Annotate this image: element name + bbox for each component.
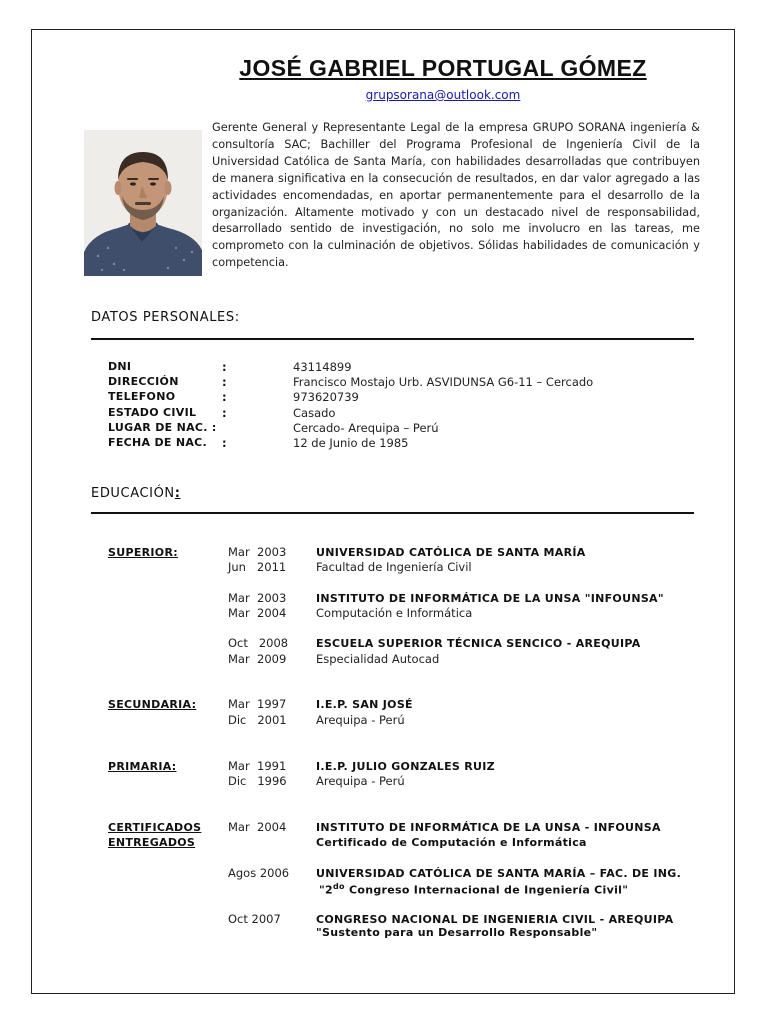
education-heading-text: EDUCACIÓN — [91, 486, 175, 501]
field-label: DNI — [108, 360, 132, 373]
field-value: Casado — [293, 406, 336, 420]
field-label: FECHA DE NAC. — [108, 436, 207, 449]
education-detail: Especialidad Autocad — [316, 652, 440, 666]
field-colon: : — [222, 390, 227, 404]
education-institution: I.E.P. JULIO GONZALES RUIZ — [316, 760, 495, 773]
education-end-date: Dic 2001 — [228, 713, 287, 727]
field-label: DIRECCIÓN — [108, 375, 179, 388]
education-institution: INSTITUTO DE INFORMÁTICA DE LA UNSA "INFOUNSA" — [316, 592, 664, 605]
field-label: TELEFONO — [108, 390, 176, 403]
field-value: 12 de Junio de 1985 — [293, 436, 409, 450]
education-start-date: Oct 2008 — [228, 636, 289, 650]
education-end-date: Mar 2009 — [228, 652, 287, 666]
field-colon: : — [222, 436, 227, 450]
education-heading — [91, 486, 181, 501]
education-detail: Arequipa - Perú — [316, 774, 405, 788]
certificate-detail-pre: "2 — [319, 883, 333, 897]
field-value: 43114899 — [293, 360, 352, 374]
field-value: Francisco Mostajo Urb. ASVIDUNSA G6-11 – Cercado — [293, 375, 594, 389]
certificate-detail — [319, 882, 628, 897]
certificate-institution: CONGRESO NACIONAL DE INGENIERIA CIVIL - AREQUIPA — [316, 913, 674, 926]
section-divider — [91, 338, 694, 340]
education-category-entregados: ENTREGADOS — [108, 836, 196, 849]
education-category-secundaria: SECUNDARIA: — [108, 698, 197, 711]
email-link[interactable]: grupsorana@outlook.com — [365, 88, 521, 102]
education-category-primaria: PRIMARIA: — [108, 760, 177, 773]
field-label: ESTADO CIVIL — [108, 406, 197, 419]
education-detail: Computación e Informática — [316, 606, 473, 620]
education-end-date: Dic 1996 — [228, 774, 287, 788]
education-category-certificados: CERTIFICADOS — [108, 821, 202, 834]
field-label: LUGAR DE NAC. : — [108, 421, 217, 434]
education-institution: I.E.P. SAN JOSÉ — [316, 698, 413, 711]
education-detail: Arequipa - Perú — [316, 713, 405, 727]
education-detail: Facultad de Ingeniería Civil — [316, 560, 472, 574]
certificate-institution: UNIVERSIDAD CATÓLICA DE SANTA MARÍA – FAC. DE ING. — [316, 867, 682, 880]
education-start-date: Mar 1997 — [228, 697, 287, 711]
candidate-name: JOSÉ GABRIEL PORTUGAL GÓMEZ — [239, 55, 647, 81]
education-start-date: Mar 2003 — [228, 545, 287, 559]
field-value: 973620739 — [293, 390, 359, 404]
education-category-superior: SUPERIOR: — [108, 546, 178, 559]
education-institution: UNIVERSIDAD CATÓLICA DE SANTA MARÍA — [316, 546, 586, 559]
education-institution: ESCUELA SUPERIOR TÉCNICA SENCICO - AREQUIPA — [316, 637, 641, 650]
certificate-detail: Certificado de Computación e Informática — [316, 836, 587, 849]
education-heading-colon: : — [174, 486, 181, 501]
certificate-date: Mar 2004 — [228, 820, 287, 834]
education-start-date: Mar 2003 — [228, 591, 287, 605]
certificate-detail-post: Congreso Internacional de Ingeniería Civil" — [344, 883, 629, 897]
personal-data-heading: DATOS PERSONALES: — [91, 310, 240, 325]
professional-summary: Gerente General y Representante Legal de la empresa GRUPO SORANA ingeniería & consultoría SAC; Bachiller del Programa Profesional de Ingeniería Civil de la Universidad Católica de Santa María, con habilidades desarrolladas que contribuyen de manera significativa en la consecución de resultados, en dar valor agregado a las actividades encomendadas, en aportar permanentemente para el desarrollo de la organización. Altamente motivado y con un destacado nivel de responsabilidad, desarrollado sentido de investigación, no solo me involucro en las tareas, me comprometo con la culminación de objetivos. Sólidas habilidades de comunicación y competencia. — [212, 121, 700, 270]
education-end-date: Mar 2004 — [228, 606, 287, 620]
education-start-date: Mar 1991 — [228, 759, 287, 773]
field-colon: : — [222, 406, 227, 420]
section-divider — [91, 512, 694, 514]
certificate-date: Oct 2007 — [228, 912, 281, 926]
certificate-detail: "Sustento para un Desarrollo Responsable" — [316, 926, 598, 939]
certificate-institution: INSTITUTO DE INFORMÁTICA DE LA UNSA - INFOUNSA — [316, 821, 661, 834]
profile-photo — [84, 130, 202, 276]
education-end-date: Jun 2011 — [228, 560, 287, 574]
certificate-date: Agos 2006 — [228, 866, 290, 880]
field-colon: : — [222, 360, 227, 374]
field-colon: : — [222, 375, 227, 389]
field-value: Cercado- Arequipa – Perú — [293, 421, 439, 435]
certificate-detail-superscript: do — [333, 882, 345, 891]
